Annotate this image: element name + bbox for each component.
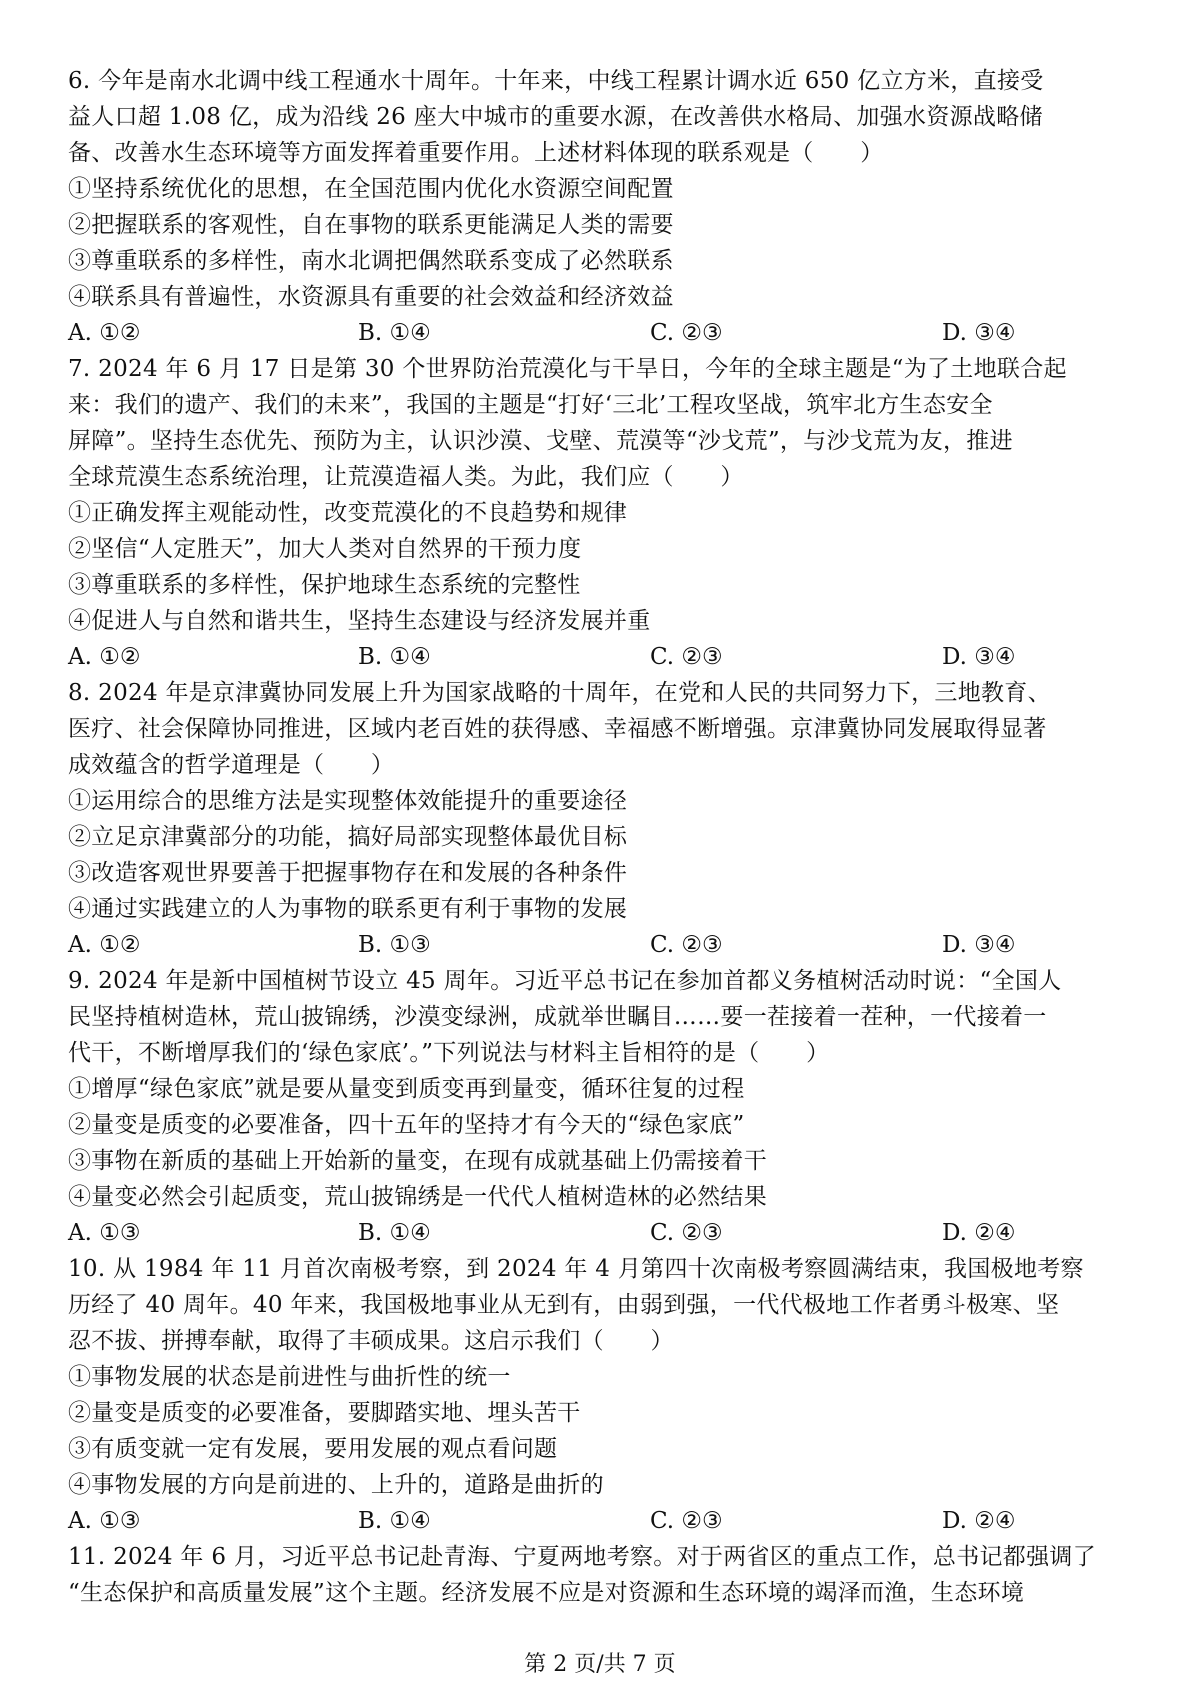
stem-line: 7. 2024 年 6 月 17 日是第 30 个世界防治荒漠化与干旱日，今年的全球主题是“为了土地联合起 [68,356,1067,382]
question-block [68,63,1138,351]
answer-options [68,927,1138,963]
statement-item: ③改造客观世界要善于把握事物存在和发展的各种条件 [68,860,628,886]
statement-item: ②把握联系的客观性，自在事物的联系更能满足人类的需要 [68,212,674,238]
statement-item: ③尊重联系的多样性，南水北调把偶然联系变成了必然联系 [68,248,674,274]
answer-option: D. ③④ [942,644,1016,670]
statement-item: ②量变是质变的必要准备，四十五年的坚持才有今天的“绿色家底” [68,1112,745,1138]
statement-item: ④通过实践建立的人为事物的联系更有利于事物的发展 [68,896,628,922]
answer-option: B. ①④ [358,1508,431,1534]
answer-option: A. ①③ [68,1220,141,1246]
answer-option: D. ③④ [942,320,1016,346]
statement-item: ③尊重联系的多样性，保护地球生态系统的完整性 [68,572,581,598]
answer-option: C. ②③ [650,932,723,958]
answer-option: C. ②③ [650,644,723,670]
stem-line: 备、改善水生态环境等方面发挥着重要作用。上述材料体现的联系观是（ ） [68,140,884,166]
stem-line: 全球荒漠生态系统治理，让荒漠造福人类。为此，我们应（ ） [68,464,744,490]
statement-item: ①正确发挥主观能动性，改变荒漠化的不良趋势和规律 [68,500,628,526]
answer-option: D. ②④ [942,1220,1016,1246]
answer-options [68,1503,1138,1539]
answer-option: A. ①② [68,644,141,670]
stem-line: 民坚持植树造林，荒山披锦绣，沙漠变绿洲，成就举世瞩目……要一茬接着一茬种，一代接着一 [68,1004,1047,1030]
answer-options [68,315,1138,351]
question-block [68,1539,1138,1611]
statement-item: ②坚信“人定胜天”，加大人类对自然界的干预力度 [68,536,582,562]
answer-option: B. ①④ [358,644,431,670]
stem-line: 成效蕴含的哲学道理是（ ） [68,752,395,778]
statement-item: ②量变是质变的必要准备，要脚踏实地、埋头苦干 [68,1400,581,1426]
stem-line: 代干，不断增厚我们的‘绿色家底’。”下列说法与材料主旨相符的是（ ） [68,1040,830,1066]
question-stem [68,1539,1138,1611]
answer-option: B. ①③ [358,932,431,958]
stem-line: 忍不拔、拼搏奉献，取得了丰硕成果。这启示我们（ ） [68,1328,674,1354]
statement-item: ①事物发展的状态是前进性与曲折性的统一 [68,1364,511,1390]
question-stem [68,1251,1138,1359]
question-stem [68,675,1138,783]
answer-option: B. ①④ [358,1220,431,1246]
statement-item: ④联系具有普遍性，水资源具有重要的社会效益和经济效益 [68,284,674,310]
statement-item: ④量变必然会引起质变，荒山披锦绣是一代代人植树造林的必然结果 [68,1184,767,1210]
stem-line: 屏障”。坚持生态优先、预防为主，认识沙漠、戈壁、荒漠等“沙戈荒”，与沙戈荒为友，推进 [68,428,1013,454]
stem-line: 9. 2024 年是新中国植树节设立 45 周年。习近平总书记在参加首都义务植树活动时说：“全国人 [68,968,1062,994]
answer-option: C. ②③ [650,320,723,346]
answer-option: A. ①③ [68,1508,141,1534]
answer-option: D. ③④ [942,932,1016,958]
statement-item: ②立足京津冀部分的功能，搞好局部实现整体最优目标 [68,824,628,850]
statement-item: ①增厚“绿色家底”就是要从量变到质变再到量变，循环往复的过程 [68,1076,745,1102]
stem-line: 来：我们的遗产、我们的未来”，我国的主题是“打好‘三北’工程攻坚战，筑牢北方生态安全 [68,392,993,418]
answer-options [68,639,1138,675]
answer-option: A. ①② [68,320,141,346]
stem-line: 6. 今年是南水北调中线工程通水十周年。十年来，中线工程累计调水近 650 亿立方米，直接受 [68,68,1044,94]
answer-option: C. ②③ [650,1220,723,1246]
answer-option: B. ①④ [358,320,431,346]
answer-option: D. ②④ [942,1508,1016,1534]
question-stem [68,63,1138,171]
question-block [68,351,1138,675]
statement-item: ③事物在新质的基础上开始新的量变，在现有成就基础上仍需接着干 [68,1148,767,1174]
stem-line: “生态保护和高质量发展”这个主题。经济发展不应是对资源和生态环境的竭泽而渔，生态环境 [68,1580,1025,1606]
stem-line: 历经了 40 周年。40 年来，我国极地事业从无到有，由弱到强，一代代极地工作者勇斗极寒、坚 [68,1292,1060,1318]
question-block [68,963,1138,1251]
statement-item: ①坚持系统优化的思想，在全国范围内优化水资源空间配置 [68,176,674,202]
statement-item: ③有质变就一定有发展，要用发展的观点看问题 [68,1436,558,1462]
stem-line: 医疗、社会保障协同推进，区域内老百姓的获得感、幸福感不断增强。京津冀协同发展取得显著 [68,716,1047,742]
stem-line: 11. 2024 年 6 月，习近平总书记赴青海、宁夏两地考察。对于两省区的重点工作，总书记都强调了 [68,1544,1096,1570]
page-number: 第 2 页/共 7 页 [524,1652,676,1677]
question-block [68,675,1138,963]
answer-option: C. ②③ [650,1508,723,1534]
question-stem [68,963,1138,1071]
answer-options [68,1215,1138,1251]
stem-line: 10. 从 1984 年 11 月首次南极考察，到 2024 年 4 月第四十次南极考察圆满结束，我国极地考察 [68,1256,1084,1282]
statement-item: ④促进人与自然和谐共生，坚持生态建设与经济发展并重 [68,608,651,634]
statement-item: ①运用综合的思维方法是实现整体效能提升的重要途径 [68,788,628,814]
statement-item: ④事物发展的方向是前进的、上升的，道路是曲折的 [68,1472,604,1498]
stem-line: 8. 2024 年是京津冀协同发展上升为国家战略的十周年，在党和人民的共同努力下，三地教育、 [68,680,1051,706]
question-block [68,1251,1138,1539]
question-stem [68,351,1138,495]
exam-page [68,63,1138,1611]
stem-line: 益人口超 1.08 亿，成为沿线 26 座大中城市的重要水源，在改善供水格局、加强水资源战略储 [68,104,1043,130]
answer-option: A. ①② [68,932,141,958]
